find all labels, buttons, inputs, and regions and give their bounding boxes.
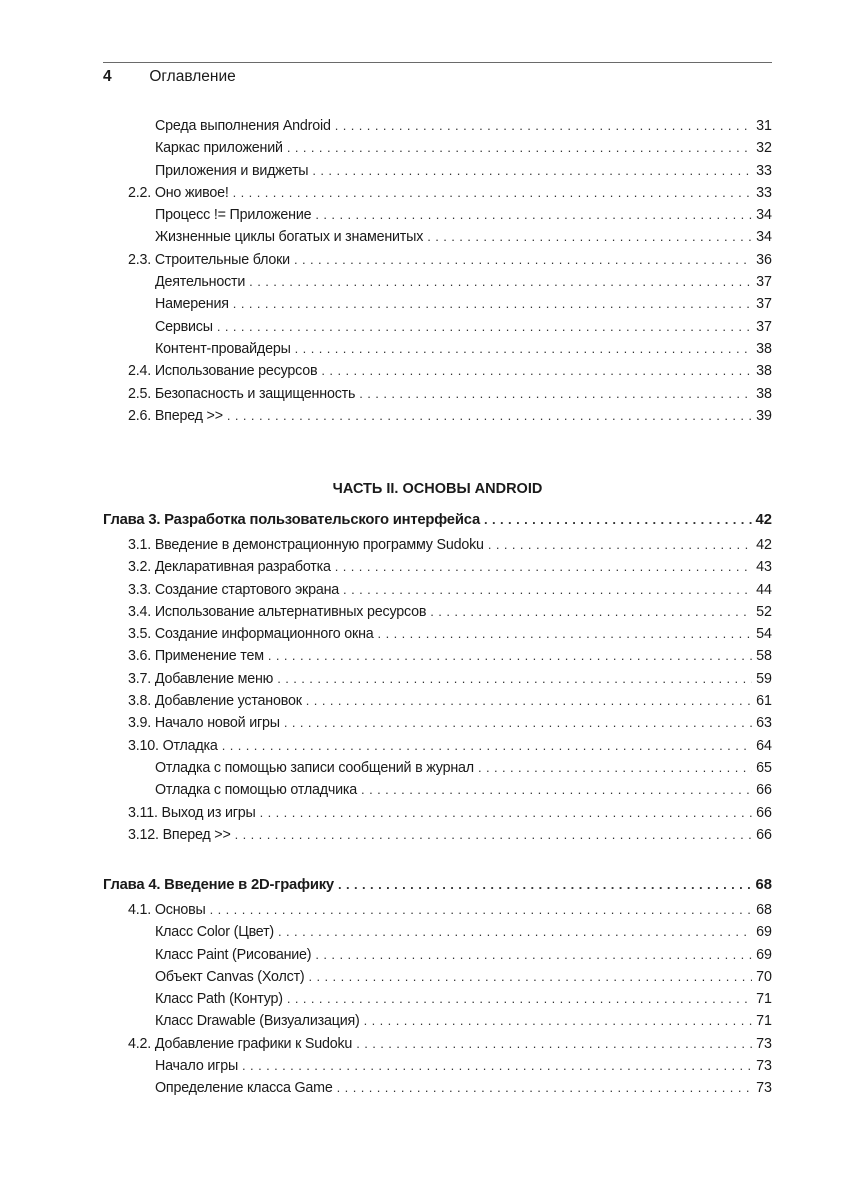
leader-dots xyxy=(287,991,752,1006)
toc-entry[interactable] xyxy=(103,827,772,849)
entry-title: 3.11. Выход из игры xyxy=(128,804,256,821)
leader-dots xyxy=(356,1036,752,1051)
toc-entry[interactable] xyxy=(103,341,772,363)
toc-entry[interactable] xyxy=(103,582,772,604)
entry-title: 2.3. Строительные блоки xyxy=(128,251,290,268)
entry-title: 2.6. Вперед >> xyxy=(128,407,223,424)
entry-page: 73 xyxy=(756,1035,772,1052)
leader-dots xyxy=(321,363,752,378)
entry-title: Процесс != Приложение xyxy=(155,207,312,224)
leader-dots xyxy=(278,924,752,939)
entry-page: 73 xyxy=(756,1058,772,1075)
entry-title: Класс Path (Контур) xyxy=(155,991,283,1008)
entry-title: Класс Color (Цвет) xyxy=(155,924,274,941)
entry-page: 37 xyxy=(756,318,772,335)
part-heading: ЧАСТЬ II. ОСНОВЫ ANDROID xyxy=(332,481,543,497)
toc-entry[interactable] xyxy=(103,319,772,341)
leader-dots xyxy=(338,877,752,892)
toc-entry[interactable] xyxy=(103,715,772,737)
toc-entry[interactable] xyxy=(103,296,772,318)
leader-dots xyxy=(478,760,752,775)
page-number: 4 xyxy=(103,68,112,85)
toc-entry[interactable] xyxy=(103,537,772,559)
entry-title: 2.2. Оно живое! xyxy=(128,184,229,201)
entry-title: Деятельности xyxy=(155,274,246,291)
chapter-page: 42 xyxy=(755,512,772,528)
entry-page: 52 xyxy=(756,603,772,620)
entry-title: 4.2. Добавление графики к Sudoku xyxy=(128,1035,353,1052)
entry-title: Класс Drawable (Визуализация) xyxy=(155,1013,360,1030)
chapter-page: 68 xyxy=(755,877,772,893)
entry-title: 3.5. Создание информационного окна xyxy=(128,626,374,643)
entry-page: 33 xyxy=(756,162,772,179)
entry-title: Определение класса Game xyxy=(155,1080,333,1097)
entry-page: 66 xyxy=(756,782,772,799)
entry-title: Начало игры xyxy=(155,1058,239,1075)
leader-dots xyxy=(260,805,752,820)
entry-title: Намерения xyxy=(155,296,229,313)
leader-dots xyxy=(227,408,752,423)
entry-title: 3.9. Начало новой игры xyxy=(128,715,280,732)
toc-entry[interactable] xyxy=(103,604,772,626)
entry-page: 65 xyxy=(756,759,772,776)
toc-section-chapter3 xyxy=(103,512,772,849)
entry-title: Отладка с помощью отладчика xyxy=(155,782,358,799)
toc-entry[interactable] xyxy=(103,991,772,1013)
entry-page: 66 xyxy=(756,826,772,843)
running-head xyxy=(103,68,236,86)
toc-entry[interactable] xyxy=(103,185,772,207)
entry-page: 38 xyxy=(756,385,772,402)
entry-title: 3.10. Отладка xyxy=(128,737,218,754)
toc-entry[interactable] xyxy=(103,229,772,251)
entry-page: 38 xyxy=(756,363,772,380)
toc-entry[interactable] xyxy=(103,782,772,804)
leader-dots xyxy=(488,537,752,552)
leader-dots xyxy=(235,827,752,842)
leader-dots xyxy=(210,902,752,917)
entry-page: 64 xyxy=(756,737,772,754)
toc-entry[interactable] xyxy=(103,559,772,581)
leader-dots xyxy=(359,386,752,401)
toc-entry[interactable] xyxy=(103,1058,772,1080)
entry-title: Сервисы xyxy=(155,318,213,335)
leader-dots xyxy=(430,604,752,619)
entry-title: 2.5. Безопасность и защищенность xyxy=(128,385,356,402)
entry-page: 69 xyxy=(756,946,772,963)
toc-entry[interactable] xyxy=(103,118,772,140)
entry-page: 37 xyxy=(756,274,772,291)
entry-page: 71 xyxy=(756,1013,772,1030)
toc-entry[interactable] xyxy=(103,274,772,296)
entry-title: 4.1. Основы xyxy=(128,902,206,918)
entry-title: 3.1. Введение в демонстрационную программу Sudoku xyxy=(128,537,484,553)
entry-page: 69 xyxy=(756,924,772,941)
toc-entry[interactable] xyxy=(103,408,772,430)
entry-title: Приложения и виджеты xyxy=(155,162,309,179)
leader-dots xyxy=(268,648,752,663)
toc-entry[interactable] xyxy=(103,252,772,274)
leader-dots xyxy=(295,341,752,356)
page-title: Оглавление xyxy=(149,68,236,85)
entry-page: 61 xyxy=(756,693,772,710)
leader-dots xyxy=(484,512,752,527)
toc-entry[interactable] xyxy=(103,924,772,946)
toc-entry[interactable] xyxy=(103,648,772,670)
toc-entry[interactable] xyxy=(103,805,772,827)
leader-dots xyxy=(361,782,752,797)
entry-title: Каркас приложений xyxy=(155,140,283,157)
leader-dots xyxy=(249,274,752,289)
entry-page: 37 xyxy=(756,296,772,313)
entry-title: 3.8. Добавление установок xyxy=(128,693,302,710)
leader-dots xyxy=(378,626,753,641)
toc-entry[interactable] xyxy=(103,1036,772,1058)
leader-dots xyxy=(277,671,752,686)
entry-title: Класс Paint (Рисование) xyxy=(155,946,312,963)
toc-entry[interactable] xyxy=(103,693,772,715)
entry-page: 59 xyxy=(756,670,772,687)
leader-dots xyxy=(222,738,752,753)
header-rule xyxy=(103,62,772,63)
entry-title: Объект Canvas (Холст) xyxy=(155,968,305,985)
leader-dots xyxy=(335,559,752,574)
entry-page: 34 xyxy=(756,207,772,224)
chapter-heading[interactable] xyxy=(103,512,772,537)
entry-title: 2.4. Использование ресурсов xyxy=(128,363,318,380)
leader-dots xyxy=(315,947,752,962)
toc-entry[interactable] xyxy=(103,738,772,760)
entry-page: 58 xyxy=(756,648,772,665)
toc-section-chapter2 xyxy=(103,118,772,430)
leader-dots xyxy=(294,252,752,267)
entry-page: 70 xyxy=(756,968,772,985)
toc-entry[interactable] xyxy=(103,386,772,408)
entry-page: 31 xyxy=(756,118,772,134)
leader-dots xyxy=(427,229,752,244)
entry-page: 63 xyxy=(756,715,772,732)
entry-page: 71 xyxy=(756,991,772,1008)
chapter-heading[interactable] xyxy=(103,877,772,902)
entry-page: 32 xyxy=(756,140,772,157)
toc-entry[interactable] xyxy=(103,140,772,162)
toc-entry[interactable] xyxy=(103,163,772,185)
toc-entry[interactable] xyxy=(103,902,772,924)
leader-dots xyxy=(242,1058,752,1073)
toc-entry[interactable] xyxy=(103,207,772,229)
toc-entry[interactable] xyxy=(103,626,772,648)
entry-page: 34 xyxy=(756,229,772,246)
entry-page: 43 xyxy=(756,559,772,576)
toc-entry[interactable] xyxy=(103,947,772,969)
leader-dots xyxy=(337,1080,752,1095)
leader-dots xyxy=(343,582,752,597)
toc-entry[interactable] xyxy=(103,969,772,991)
leader-dots xyxy=(364,1013,753,1028)
toc-entry[interactable] xyxy=(103,1013,772,1035)
toc-entry[interactable] xyxy=(103,671,772,693)
leader-dots xyxy=(284,715,752,730)
entry-title: 3.2. Декларативная разработка xyxy=(128,559,331,576)
chapter-title: Глава 3. Разработка пользовательского интерфейса xyxy=(103,512,480,528)
leader-dots xyxy=(312,163,752,178)
leader-dots xyxy=(308,969,752,984)
leader-dots xyxy=(233,296,752,311)
chapter-title: Глава 4. Введение в 2D-графику xyxy=(103,877,334,893)
toc-entry[interactable] xyxy=(103,760,772,782)
entry-page: 42 xyxy=(756,537,772,553)
entry-page: 33 xyxy=(756,184,772,201)
entry-page: 73 xyxy=(756,1080,772,1097)
leader-dots xyxy=(287,140,752,155)
entry-title: 3.4. Использование альтернативных ресурсов xyxy=(128,603,427,620)
entry-page: 39 xyxy=(756,407,772,424)
leader-dots xyxy=(335,118,752,133)
toc-section-chapter4 xyxy=(103,877,772,1103)
toc-entry[interactable] xyxy=(103,363,772,385)
entry-title: Среда выполнения Android xyxy=(155,118,331,134)
entry-page: 66 xyxy=(756,804,772,821)
leader-dots xyxy=(315,207,752,222)
entry-page: 38 xyxy=(756,340,772,357)
entry-page: 54 xyxy=(756,626,772,643)
entry-page: 44 xyxy=(756,581,772,598)
entry-title: 3.7. Добавление меню xyxy=(128,670,274,687)
entry-title: Контент-провайдеры xyxy=(155,340,291,357)
leader-dots xyxy=(217,319,752,334)
entry-title: Отладка с помощью записи сообщений в журнал xyxy=(155,759,474,776)
leader-dots xyxy=(306,693,752,708)
entry-page: 68 xyxy=(756,902,772,918)
entry-title: 3.6. Применение тем xyxy=(128,648,264,665)
entry-title: Жизненные циклы богатых и знаменитых xyxy=(155,229,424,246)
entry-title: 3.12. Вперед >> xyxy=(128,826,231,843)
leader-dots xyxy=(233,185,752,200)
entry-page: 36 xyxy=(756,251,772,268)
toc-entry[interactable] xyxy=(103,1080,772,1102)
entry-title: 3.3. Создание стартового экрана xyxy=(128,581,340,598)
